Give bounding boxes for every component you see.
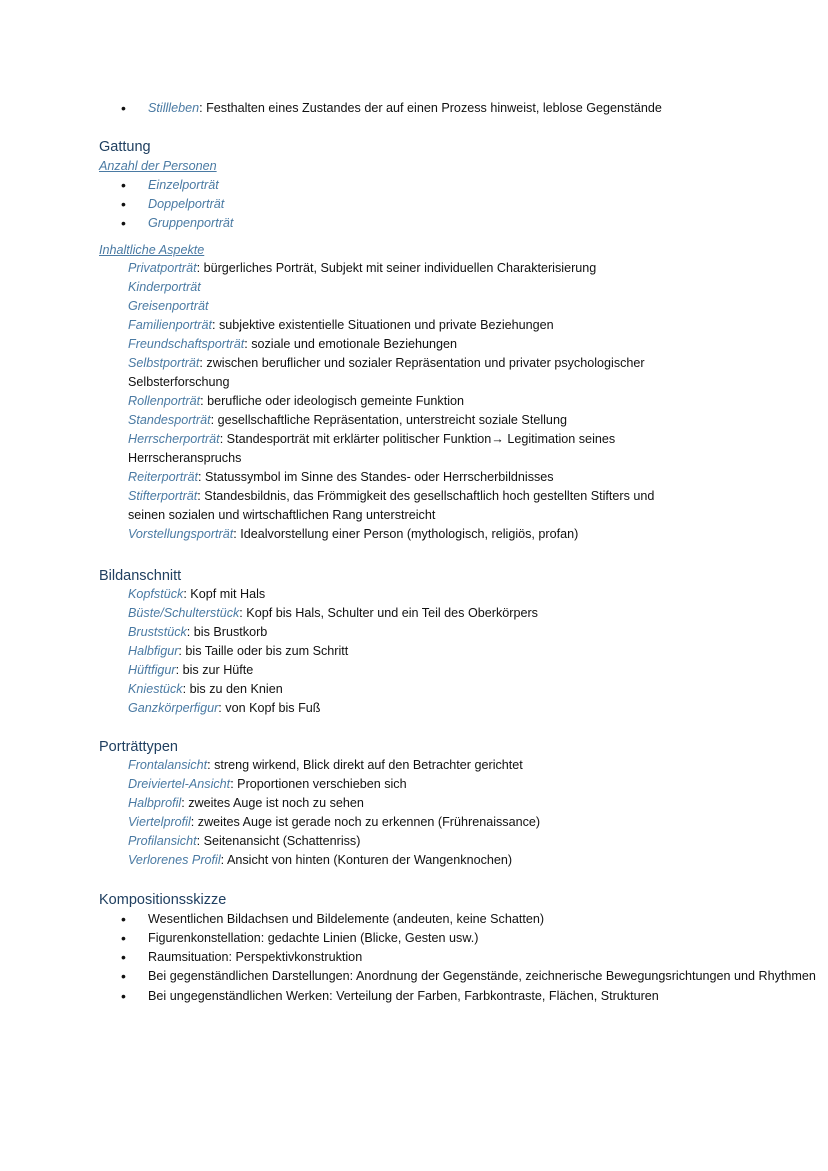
list-item (128, 794, 540, 813)
definition: : Statussymbol im Sinne des Standes- oder Herrscherbildnisses (198, 470, 554, 484)
term: Einzelporträt (148, 178, 219, 192)
list-item (128, 259, 688, 278)
term: Freundschaftsporträt (128, 337, 245, 351)
definition: : Idealvorstellung einer Person (mythologisch, religiös, profan) (233, 527, 579, 541)
definition: : Standesbildnis, das Frömmigkeit des gesellschaftlich hoch gestellten Stifters und seinen sozialen und wirtschaftlichen Rang unterstreicht (128, 489, 655, 522)
term: Doppelporträt (148, 197, 225, 211)
list-item (128, 335, 688, 354)
list-item (128, 392, 688, 411)
list-item (128, 623, 538, 642)
definition: : soziale und emotionale Beziehungen (244, 337, 458, 351)
anzahl-list (121, 176, 234, 233)
definition: : Ansicht von hinten (Konturen der Wangenknochen) (220, 853, 513, 867)
definition: : gesellschaftliche Repräsentation, unterstreicht soziale Stellung (210, 413, 567, 427)
term: Halbfigur (128, 644, 179, 658)
list-item (128, 316, 688, 335)
term: Stillleben (148, 101, 200, 115)
bullet-icon: • (121, 177, 126, 193)
definition: : bis Taille oder bis zum Schritt (178, 644, 349, 658)
term: Hüftfigur (128, 663, 176, 677)
portraettypen-list (128, 756, 540, 870)
section-heading-komposition: Kompositionsskizze (99, 892, 227, 908)
list-item (121, 99, 662, 118)
term: Vorstellungsporträt (128, 527, 234, 541)
bullet-icon: • (121, 215, 126, 231)
term: Profilansicht (128, 834, 197, 848)
list-item (128, 487, 688, 525)
definition: : berufliche oder ideologisch gemeinte Funktion (200, 394, 465, 408)
definition: : bis zur Hüfte (175, 663, 254, 677)
list-item (128, 642, 538, 661)
definition: : zwischen beruflicher und sozialer Repräsentation und privater psychologischer Selbsterforschung (128, 356, 645, 389)
definition: : bis zu den Knien (182, 682, 283, 696)
list-item-text: Bei gegenständlichen Darstellungen: Anordnung der Gegenstände, zeichnerische Bewegungsrichtungen und Rhythmen (148, 969, 816, 983)
definition: : Standesporträt mit erklärter politischer Funktion→ Legitimation seines Herrscheranspruchs (128, 432, 616, 465)
list-item (128, 813, 540, 832)
term: Kinderporträt (128, 280, 201, 294)
term: Viertelprofil (128, 815, 191, 829)
definition: : Festhalten eines Zustandes der auf einen Prozess hinweist, leblose Gegenstände (199, 101, 662, 115)
list-item (128, 832, 540, 851)
term: Privatporträt (128, 261, 197, 275)
list-item (128, 756, 540, 775)
list-item (128, 661, 538, 680)
list-item (128, 354, 688, 392)
term: Kopfstück (128, 587, 184, 601)
bullet-icon: • (121, 968, 126, 984)
term: Stifterporträt (128, 489, 198, 503)
definition: : bürgerliches Porträt, Subjekt mit seiner individuellen Charakterisierung (196, 261, 597, 275)
komposition-list (121, 910, 816, 1006)
definition: : zweites Auge ist noch zu sehen (181, 796, 364, 810)
list-item (121, 948, 668, 967)
list-item (121, 968, 816, 985)
definition: : zweites Auge ist gerade noch zu erkennen (Frührenaissance) (190, 815, 541, 829)
list-item (121, 214, 234, 233)
section-heading-gattung: Gattung (99, 139, 151, 155)
list-item-text: Wesentlichen Bildachsen und Bildelemente (andeuten, keine Schatten) (148, 912, 545, 926)
term: Verlorenes Profil (128, 853, 221, 867)
term: Selbstporträt (128, 356, 200, 370)
definition: : bis Brustkorb (186, 625, 268, 639)
term: Halbprofil (128, 796, 182, 810)
list-item (128, 775, 540, 794)
term: Herrscherporträt (128, 432, 220, 446)
definition: : von Kopf bis Fuß (218, 701, 321, 715)
term: Dreiviertel-Ansicht (128, 777, 231, 791)
term: Familienporträt (128, 318, 212, 332)
subheading-anzahl: Anzahl der Personen (99, 159, 217, 173)
definition: : streng wirkend, Blick direkt auf den Betrachter gerichtet (207, 758, 523, 772)
list-item (128, 525, 688, 544)
bullet-icon: • (121, 196, 126, 212)
list-item-text: Raumsituation: Perspektivkonstruktion (148, 950, 363, 964)
bullet-icon: • (121, 911, 126, 927)
term: Bruststück (128, 625, 187, 639)
top-bullet-list (121, 99, 662, 118)
definition: : Proportionen verschieben sich (230, 777, 407, 791)
list-item (128, 411, 688, 430)
subheading-inhaltlich: Inhaltliche Aspekte (99, 243, 205, 257)
list-item (121, 987, 668, 1006)
list-item-text: Bei ungegenständlichen Werken: Verteilung der Farben, Farbkontraste, Flächen, Strukturen (148, 989, 659, 1003)
list-item (128, 604, 538, 623)
inhaltlich-list (128, 259, 688, 544)
list-item (128, 699, 538, 718)
definition: : subjektive existentielle Situationen und private Beziehungen (212, 318, 554, 332)
term: Ganzkörperfigur (128, 701, 219, 715)
term: Reiterporträt (128, 470, 198, 484)
section-heading-bildanschnitt: Bildanschnitt (99, 568, 182, 584)
term: Rollenporträt (128, 394, 201, 408)
bildanschnitt-list (128, 585, 538, 718)
bullet-icon: • (121, 949, 126, 965)
list-item (121, 176, 233, 195)
definition: : Kopf mit Hals (183, 587, 266, 601)
list-item (128, 278, 688, 297)
definition: : Seitenansicht (Schattenriss) (196, 834, 361, 848)
term: Gruppenporträt (148, 216, 234, 230)
list-item (121, 929, 668, 948)
list-item (121, 910, 668, 929)
list-item (128, 297, 688, 316)
term: Greisenporträt (128, 299, 209, 313)
bullet-icon: • (121, 930, 126, 946)
list-item (121, 195, 233, 214)
definition: : Kopf bis Hals, Schulter und ein Teil des Oberkörpers (239, 606, 538, 620)
list-item (128, 851, 540, 870)
section-heading-portraettypen: Porträttypen (99, 739, 178, 755)
term: Kniestück (128, 682, 183, 696)
term: Frontalansicht (128, 758, 208, 772)
term: Büste/Schulterstück (128, 606, 240, 620)
bullet-icon: • (121, 988, 126, 1004)
list-item (128, 680, 538, 699)
list-item (128, 585, 538, 604)
list-item (128, 430, 688, 468)
list-item (128, 468, 688, 487)
bullet-icon: • (121, 100, 126, 116)
term: Standesporträt (128, 413, 211, 427)
list-item-text: Figurenkonstellation: gedachte Linien (Blicke, Gesten usw.) (148, 931, 479, 945)
